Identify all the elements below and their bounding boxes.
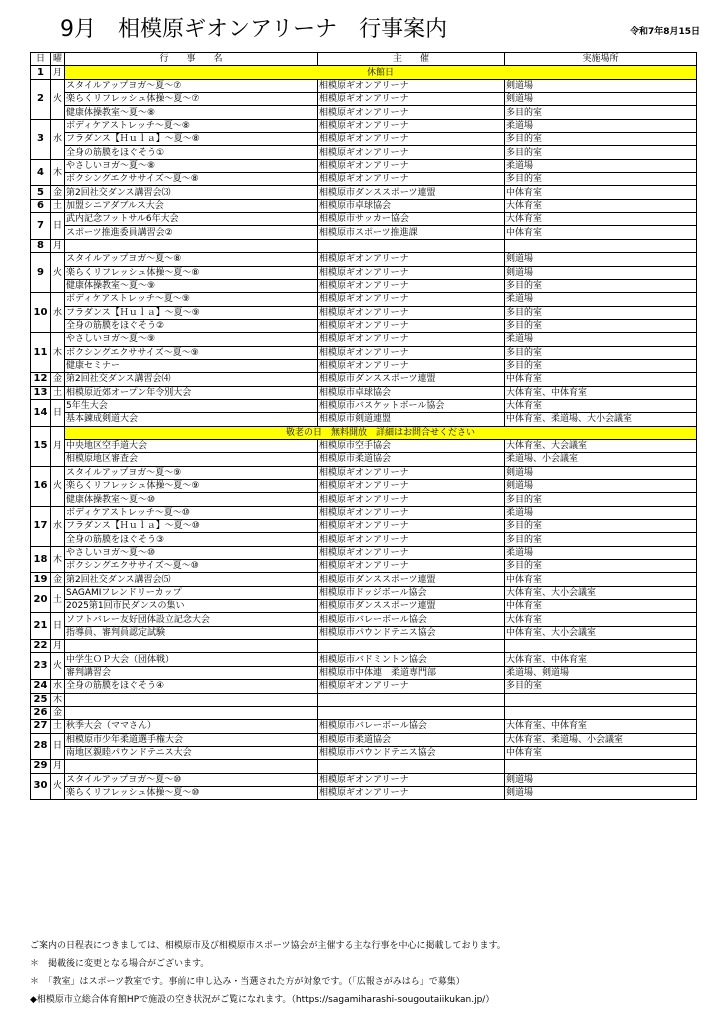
event-cell: 健康セミナー: [65, 359, 318, 372]
day-cell: 27: [31, 720, 51, 733]
host-cell: 相模原市ダンススポーツ連盟: [318, 573, 505, 586]
host-cell: 相模原ギオンアリーナ: [318, 159, 505, 172]
event-cell: 秋季大会（ママさん）: [65, 720, 318, 733]
host-cell: 相模原ギオンアリーナ: [318, 493, 505, 506]
table-body: [31, 66, 697, 800]
table-row: [31, 293, 697, 306]
table-row: [31, 106, 697, 119]
weekday-cell: 金: [51, 706, 65, 719]
weekday-cell: 火: [51, 466, 65, 506]
table-row: [31, 386, 697, 399]
host-cell: 相模原市スポーツ推進課: [318, 226, 505, 239]
host-cell: 相模原ギオンアリーナ: [318, 560, 505, 573]
weekday-cell: 月: [51, 760, 65, 773]
venue-cell: 中体育室、柔道場、大小会議室: [505, 413, 697, 426]
venue-cell: 大体育室、大会議室: [505, 439, 697, 452]
day-cell: 23: [31, 653, 51, 680]
footer-notes: [30, 937, 710, 1009]
venue-cell: 柔道場: [505, 546, 697, 559]
host-cell: [318, 760, 505, 773]
venue-cell: 剣道場: [505, 253, 697, 266]
table-row: [31, 560, 697, 573]
day-cell: 8: [31, 239, 51, 252]
host-cell: 相模原ギオンアリーナ: [318, 359, 505, 372]
weekday-cell: 日: [51, 733, 65, 760]
host-cell: 相模原市サッカー協会: [318, 213, 505, 226]
day-cell: 30: [31, 773, 51, 800]
day-cell: 16: [31, 466, 51, 506]
day-cell: 3: [31, 119, 51, 159]
venue-cell: 多目的室: [505, 146, 697, 159]
weekday-cell: 月: [51, 66, 65, 79]
table-row: [31, 653, 697, 666]
venue-cell: 剣道場: [505, 93, 697, 106]
header-day: 日: [31, 53, 51, 66]
venue-cell: 柔道場: [505, 293, 697, 306]
host-cell: 相模原ギオンアリーナ: [318, 546, 505, 559]
host-cell: 相模原ギオンアリーナ: [318, 346, 505, 359]
event-cell: ボクシングエクササイズ～夏～⑩: [65, 560, 318, 573]
event-cell: スタイルアップヨガ～夏～⑧: [65, 253, 318, 266]
day-cell: 6: [31, 199, 51, 212]
footer-note: ＊ 「教室」はスポーツ教室です。事前に申し込み・当選された方が対象です。（「広報さがみはら」で募集）: [30, 977, 465, 987]
event-cell: 相模原近郊オープン年令別大会: [65, 386, 318, 399]
day-cell: 22: [31, 640, 51, 653]
weekday-cell: 木: [51, 546, 65, 573]
venue-cell: 剣道場: [505, 480, 697, 493]
table-row: [31, 746, 697, 759]
footer-note: ◆相模原市立総合体育館HPで施設の空き状況がご覧になれます。（https://sagamiharashi-sougoutaiikukan.jp/）: [30, 995, 495, 1005]
host-cell: 相模原市バドミントン協会: [318, 653, 505, 666]
table-header-row: [31, 53, 697, 66]
venue-cell: 中体育室: [505, 600, 697, 613]
table-row: [31, 586, 697, 599]
table-row: [31, 159, 697, 172]
weekday-cell: 木: [51, 333, 65, 373]
host-cell: 相模原ギオンアリーナ: [318, 480, 505, 493]
venue-cell: 柔道場: [505, 119, 697, 132]
host-cell: 相模原ギオンアリーナ: [318, 146, 505, 159]
venue-cell: [505, 239, 697, 252]
day-cell: 26: [31, 706, 51, 719]
table-row: [31, 226, 697, 239]
event-cell: 楽らくリフレッシュ体操～夏～⑦: [65, 93, 318, 106]
weekday-cell: 水: [51, 293, 65, 333]
host-cell: [318, 640, 505, 653]
event-cell: 第2回社交ダンス講習会⑷: [65, 373, 318, 386]
event-cell: [65, 640, 318, 653]
day-cell: 17: [31, 506, 51, 546]
venue-cell: 多目的室: [505, 359, 697, 372]
event-cell: 基本錬成剣道大会: [65, 413, 318, 426]
weekday-cell: 木: [51, 159, 65, 186]
venue-cell: 多目的室: [505, 493, 697, 506]
footer-note: ご案内の日程表につきましては、相模原市及び相模原市スポーツ協会が主催する主な行事を中心に掲載しております。: [30, 941, 506, 951]
event-cell: 全身の筋膜をほぐそう②: [65, 319, 318, 332]
event-cell: 審判講習会: [65, 666, 318, 679]
weekday-cell: 水: [51, 680, 65, 693]
table-row: [31, 93, 697, 106]
venue-cell: 多目的室: [505, 106, 697, 119]
event-cell: スポーツ推進委員講習会②: [65, 226, 318, 239]
venue-cell: 柔道場: [505, 333, 697, 346]
table-row: [31, 480, 697, 493]
venue-cell: 柔道場、剣道場: [505, 666, 697, 679]
host-cell: 相模原市ドッジボール協会: [318, 586, 505, 599]
event-cell: [65, 239, 318, 252]
weekday-cell: 月: [51, 239, 65, 252]
venue-cell: 剣道場: [505, 773, 697, 786]
event-cell: ボディケアストレッチ～夏～⑨: [65, 293, 318, 306]
table-row: [31, 319, 697, 332]
venue-cell: 柔道場: [505, 159, 697, 172]
host-cell: 相模原市パウンドテニス協会: [318, 746, 505, 759]
table-row: [31, 706, 697, 719]
table-row: [31, 546, 697, 559]
venue-cell: 大体育室: [505, 213, 697, 226]
venue-cell: 多目的室: [505, 520, 697, 533]
table-row: [31, 693, 697, 706]
event-cell: スタイルアップヨガ～夏～⑩: [65, 773, 318, 786]
table-row: [31, 399, 697, 412]
venue-cell: 大体育室、大小会議室: [505, 586, 697, 599]
table-row: [31, 413, 697, 426]
event-cell: 相模原地区審査会: [65, 453, 318, 466]
table-row: [31, 79, 697, 92]
host-cell: 相模原ギオンアリーナ: [318, 306, 505, 319]
issue-date: 令和7年8月15日: [629, 27, 700, 37]
event-cell: やさしいヨガ～夏～⑨: [65, 333, 318, 346]
host-cell: 相模原市ダンススポーツ連盟: [318, 373, 505, 386]
venue-cell: 多目的室: [505, 680, 697, 693]
venue-cell: [505, 706, 697, 719]
table-row: [31, 306, 697, 319]
day-cell: 12: [31, 373, 51, 386]
host-cell: 相模原市空手協会: [318, 439, 505, 452]
day-cell: 13: [31, 386, 51, 399]
host-cell: 相模原ギオンアリーナ: [318, 506, 505, 519]
venue-cell: 多目的室: [505, 533, 697, 546]
event-cell: 中央地区空手道大会: [65, 439, 318, 452]
table-row: [31, 720, 697, 733]
host-cell: 相模原市柔道協会: [318, 453, 505, 466]
host-cell: [318, 693, 505, 706]
header-venue: 実施場所: [505, 53, 697, 66]
table-row: [31, 426, 697, 439]
day-cell: 14: [31, 399, 51, 426]
table-row: [31, 786, 697, 799]
table-row: [31, 773, 697, 786]
venue-cell: 剣道場: [505, 786, 697, 799]
host-cell: 相模原ギオンアリーナ: [318, 466, 505, 479]
venue-cell: 多目的室: [505, 279, 697, 292]
host-cell: [318, 239, 505, 252]
table-row: [31, 333, 697, 346]
table-row: [31, 346, 697, 359]
venue-cell: 柔道場、小会議室: [505, 453, 697, 466]
event-cell: 武内記念フットサル6年大会: [65, 213, 318, 226]
event-cell: 健康体操教室～夏～⑨: [65, 279, 318, 292]
table-row: [31, 146, 697, 159]
event-cell: 2025第1回市民ダンスの集い: [65, 600, 318, 613]
table-row: [31, 119, 697, 132]
weekday-cell: 火: [51, 79, 65, 119]
table-row: [31, 760, 697, 773]
host-cell: 相模原ギオンアリーナ: [318, 253, 505, 266]
event-cell: 全身の筋膜をほぐそう④: [65, 680, 318, 693]
venue-cell: 多目的室: [505, 346, 697, 359]
venue-cell: 大体育室、中体育室: [505, 653, 697, 666]
table-row: [31, 453, 697, 466]
venue-cell: 多目的室: [505, 306, 697, 319]
venue-cell: 剣道場: [505, 466, 697, 479]
event-cell: スタイルアップヨガ～夏～⑨: [65, 466, 318, 479]
host-cell: 相模原市卓球協会: [318, 199, 505, 212]
venue-cell: 大体育室: [505, 399, 697, 412]
event-cell: 健康体操教室～夏～⑩: [65, 493, 318, 506]
table-row: [31, 253, 697, 266]
table-row: [31, 666, 697, 679]
venue-cell: 多目的室: [505, 173, 697, 186]
event-cell: [65, 706, 318, 719]
event-cell: [65, 760, 318, 773]
venue-cell: 多目的室: [505, 560, 697, 573]
host-cell: 相模原市パウンドテニス協会: [318, 626, 505, 639]
table-row: [31, 613, 697, 626]
venue-cell: 中体育室: [505, 373, 697, 386]
event-cell: 加盟シニアダブルス大会: [65, 199, 318, 212]
weekday-cell: 土: [51, 199, 65, 212]
venue-cell: 剣道場: [505, 266, 697, 279]
table-row: [31, 199, 697, 212]
table-row: [31, 66, 697, 79]
event-cell: 全身の筋膜をほぐそう③: [65, 533, 318, 546]
venue-cell: 剣道場: [505, 79, 697, 92]
venue-cell: 柔道場: [505, 506, 697, 519]
host-cell: 相模原ギオンアリーナ: [318, 266, 505, 279]
event-cell: [65, 693, 318, 706]
weekday-cell: 金: [51, 573, 65, 586]
day-cell: 9: [31, 253, 51, 293]
day-cell: 15: [31, 426, 51, 466]
day-cell: 2: [31, 79, 51, 119]
event-cell: ボクシングエクササイズ～夏～⑨: [65, 346, 318, 359]
host-cell: 相模原市柔道協会: [318, 733, 505, 746]
venue-cell: 大体育室: [505, 613, 697, 626]
footer-note: ＊ 掲載後に変更となる場合がございます。: [30, 959, 210, 969]
event-cell: 第2回社交ダンス講習会⑶: [65, 186, 318, 199]
weekday-cell: 火: [51, 653, 65, 680]
host-cell: 相模原ギオンアリーナ: [318, 520, 505, 533]
weekday-cell: 土: [51, 586, 65, 613]
host-cell: 相模原ギオンアリーナ: [318, 319, 505, 332]
host-cell: 相模原ギオンアリーナ: [318, 680, 505, 693]
host-cell: 相模原ギオンアリーナ: [318, 533, 505, 546]
venue-cell: 中体育室: [505, 746, 697, 759]
venue-cell: [505, 693, 697, 706]
table-row: [31, 186, 697, 199]
table-row: [31, 359, 697, 372]
host-cell: 相模原ギオンアリーナ: [318, 279, 505, 292]
host-cell: 相模原ギオンアリーナ: [318, 133, 505, 146]
host-cell: 相模原ギオンアリーナ: [318, 773, 505, 786]
event-cell: 相模原市少年柔道選手権大会: [65, 733, 318, 746]
table-row: [31, 133, 697, 146]
weekday-cell: 金: [51, 373, 65, 386]
day-cell: 25: [31, 693, 51, 706]
event-cell: フラダンス【Ｈｕｌａ】～夏～⑩: [65, 520, 318, 533]
weekday-cell: 日: [51, 213, 65, 240]
host-cell: 相模原ギオンアリーナ: [318, 293, 505, 306]
day-cell: 20: [31, 586, 51, 613]
event-cell: 健康体操教室～夏～⑧: [65, 106, 318, 119]
event-cell: 楽らくリフレッシュ体操～夏～⑨: [65, 480, 318, 493]
table-row: [31, 533, 697, 546]
day-cell: 19: [31, 573, 51, 586]
day-cell: 7: [31, 213, 51, 240]
host-cell: 相模原ギオンアリーナ: [318, 79, 505, 92]
event-cell: SAGAMIフレンドリーカップ: [65, 586, 318, 599]
host-cell: 相模原市中体連 柔道専門部: [318, 666, 505, 679]
host-cell: 相模原市剣道連盟: [318, 413, 505, 426]
weekday-cell: 月: [51, 640, 65, 653]
event-cell: 全身の筋膜をほぐそう①: [65, 146, 318, 159]
host-cell: [318, 706, 505, 719]
host-cell: 相模原市ダンススポーツ連盟: [318, 600, 505, 613]
table-row: [31, 466, 697, 479]
table-row: [31, 640, 697, 653]
host-cell: 相模原ギオンアリーナ: [318, 173, 505, 186]
table-row: [31, 373, 697, 386]
host-cell: 相模原ギオンアリーナ: [318, 119, 505, 132]
day-cell: 1: [31, 66, 51, 79]
event-cell: 第2回社交ダンス講習会⑸: [65, 573, 318, 586]
venue-cell: 多目的室: [505, 133, 697, 146]
day-cell: 4: [31, 159, 51, 186]
host-cell: 相模原市バレーボール協会: [318, 613, 505, 626]
table-row: [31, 279, 697, 292]
weekday-cell: 日: [51, 613, 65, 640]
header-dow: 曜: [51, 53, 65, 66]
event-cell: ボディケアストレッチ～夏～⑧: [65, 119, 318, 132]
highlight-notice: 休館日: [65, 66, 697, 79]
host-cell: 相模原ギオンアリーナ: [318, 786, 505, 799]
event-cell: 楽らくリフレッシュ体操～夏～⑩: [65, 786, 318, 799]
table-row: [31, 213, 697, 226]
table-row: [31, 506, 697, 519]
venue-cell: 中体育室: [505, 226, 697, 239]
table-row: [31, 733, 697, 746]
weekday-cell: 火: [51, 253, 65, 293]
host-cell: 相模原市バレーボール協会: [318, 720, 505, 733]
weekday-cell: 月: [51, 426, 65, 466]
day-cell: 10: [31, 293, 51, 333]
venue-cell: 大体育室: [505, 199, 697, 212]
weekday-cell: 金: [51, 186, 65, 199]
venue-cell: [505, 640, 697, 653]
event-cell: ソフトバレー友好団体設立記念大会: [65, 613, 318, 626]
day-cell: 11: [31, 333, 51, 373]
host-cell: 相模原市バスケットボール協会: [318, 399, 505, 412]
event-cell: 楽らくリフレッシュ体操～夏～⑧: [65, 266, 318, 279]
header-host: 主 催: [318, 53, 505, 66]
day-cell: 18: [31, 546, 51, 573]
weekday-cell: 土: [51, 720, 65, 733]
event-cell: フラダンス【Ｈｕｌａ】～夏～⑧: [65, 133, 318, 146]
venue-cell: 大体育室、中体育室: [505, 720, 697, 733]
table-row: [31, 680, 697, 693]
event-cell: 5年生大会: [65, 399, 318, 412]
weekday-cell: 水: [51, 506, 65, 546]
day-cell: 21: [31, 613, 51, 640]
table-row: [31, 173, 697, 186]
event-cell: やさしいヨガ～夏～⑩: [65, 546, 318, 559]
page-title: 9月 相模原ギオンアリーナ 行事案内: [60, 17, 448, 42]
host-cell: 相模原市ダンススポーツ連盟: [318, 186, 505, 199]
weekday-cell: 水: [51, 119, 65, 159]
weekday-cell: 火: [51, 773, 65, 800]
table-row: [31, 493, 697, 506]
host-cell: 相模原ギオンアリーナ: [318, 106, 505, 119]
event-cell: 中学生ＯＰ大会（団体戦）: [65, 653, 318, 666]
day-cell: 29: [31, 760, 51, 773]
event-cell: ボディケアストレッチ～夏～⑩: [65, 506, 318, 519]
venue-cell: 多目的室: [505, 319, 697, 332]
venue-cell: 大体育室、柔道場、小会議室: [505, 733, 697, 746]
table-row: [31, 239, 697, 252]
venue-cell: 中体育室: [505, 186, 697, 199]
event-cell: ボクシングエクササイズ～夏～⑧: [65, 173, 318, 186]
day-cell: 28: [31, 733, 51, 760]
event-cell: 南地区親睦パウンドテニス大会: [65, 746, 318, 759]
venue-cell: 大体育室、中体育室: [505, 386, 697, 399]
highlight-notice: 敬老の日 無料開放 詳細はお問合せください: [65, 426, 697, 439]
event-cell: スタイルアップヨガ～夏～⑦: [65, 79, 318, 92]
venue-cell: 中体育室、大小会議室: [505, 626, 697, 639]
table-row: [31, 600, 697, 613]
weekday-cell: 木: [51, 693, 65, 706]
table-row: [31, 266, 697, 279]
header-event: 行 事 名: [65, 53, 318, 66]
table-row: [31, 520, 697, 533]
host-cell: 相模原ギオンアリーナ: [318, 333, 505, 346]
weekday-cell: 日: [51, 399, 65, 426]
event-cell: やさしいヨガ～夏～⑧: [65, 159, 318, 172]
weekday-cell: 土: [51, 386, 65, 399]
host-cell: 相模原市卓球協会: [318, 386, 505, 399]
table-row: [31, 573, 697, 586]
schedule-table: [30, 52, 697, 800]
venue-cell: 中体育室: [505, 573, 697, 586]
event-cell: フラダンス【Ｈｕｌａ】～夏～⑨: [65, 306, 318, 319]
event-cell: 指導員、審判員認定試験: [65, 626, 318, 639]
page-header: [0, 0, 724, 44]
day-cell: 24: [31, 680, 51, 693]
table-row: [31, 439, 697, 452]
host-cell: 相模原ギオンアリーナ: [318, 93, 505, 106]
venue-cell: [505, 760, 697, 773]
day-cell: 5: [31, 186, 51, 199]
table-row: [31, 626, 697, 639]
